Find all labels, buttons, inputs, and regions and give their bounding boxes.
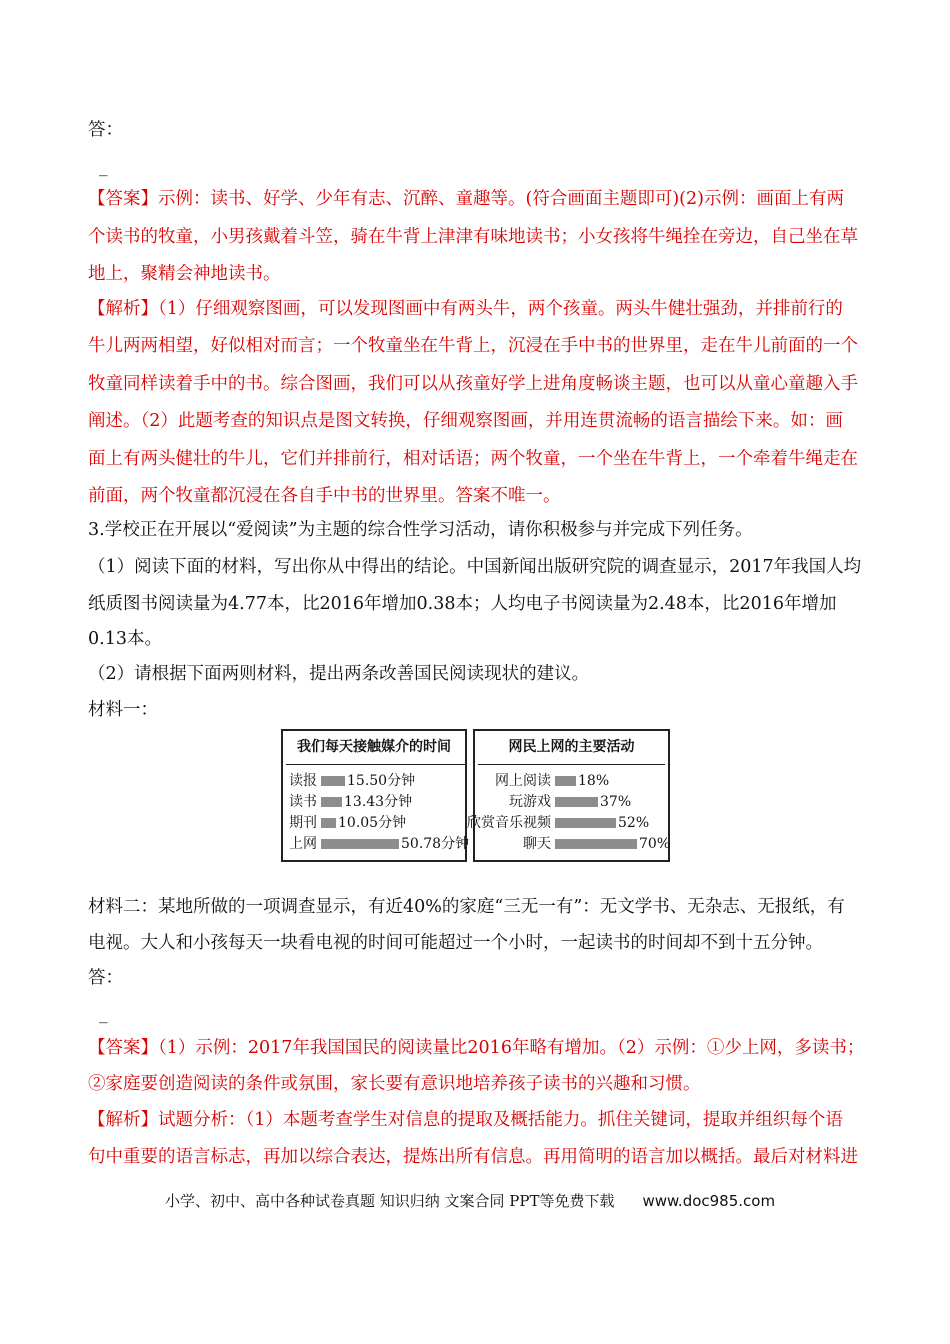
bar-label: 读书: [289, 794, 317, 810]
answer-prompt: 答：: [88, 968, 123, 988]
bar-label: 读报: [289, 773, 317, 789]
material2-line: 电视。大人和小孩每天一块看电视的时间可能超过一个小时，一起读书的时间却不到十五分钟。: [88, 933, 823, 953]
bar-value-label: 70%: [639, 836, 671, 852]
material1-figure: [281, 729, 670, 862]
answer-line: 【答案】（1）示例：2017年我国国民的阅读量比2016年略有增加。（2）示例：①少上网，多读书；: [88, 1038, 865, 1058]
bar-value-label: 10.05分钟: [338, 815, 407, 831]
bar-value-label: 13.43分钟: [344, 794, 413, 810]
answer-line: 【答案】示例：读书、好学、少年有志、沉醉、童趣等。(符合画面主题即可)(2)示例：画面上有两: [88, 189, 844, 209]
answer-tag: 【答案】: [88, 189, 158, 209]
bar-value-label: 50.78分钟: [401, 836, 470, 852]
bar-value-label: 52%: [618, 815, 650, 831]
answer-line: 个读书的牧童，小男孩戴着斗笠，骑在牛背上津津有味地读书；小女孩将牛绳拴在旁边，自己坐在草: [88, 227, 858, 247]
online-activity-chart: [467, 729, 671, 862]
bar-label: 聊天: [523, 836, 551, 852]
answer-line: ②家庭要创造阅读的条件或氛围，家长要有意识地培养孩子读书的兴趣和习惯。: [88, 1074, 701, 1094]
question-stem: 3.学校正在开展以“爱阅读”为主题的综合性学习活动，请你积极参与并完成下列任务。: [88, 520, 753, 540]
bar-row: [283, 834, 470, 854]
bar-row: [283, 771, 465, 791]
bar-row: [283, 813, 465, 833]
analysis-tag: 【解析】: [88, 1110, 158, 1130]
question-part2: （2）请根据下面两则材料，提出两条改善国民阅读现状的建议。: [88, 664, 590, 684]
analysis-line: 【解析】试题分析：（1）本题考查学生对信息的提取及概括能力。抓住关键词，提取并组织每个语: [88, 1110, 843, 1130]
question-part1: （1）阅读下面的材料，写出你从中得出的结论。中国新闻出版研究院的调查显示，2017年我国人均: [88, 557, 862, 577]
bar-value-label: 37%: [600, 794, 632, 810]
analysis-line: 牧童同样读着手中的书。综合图画，我们可以从孩童好学上进角度畅谈主题，也可以从童心童趣入手: [88, 374, 858, 394]
bar-label: 欣赏音乐视频: [467, 815, 551, 831]
material2-line: 材料二：某地所做的一项调查显示，有近40%的家庭“三无一有”：无文学书、无杂志、无报纸，有: [88, 897, 845, 917]
bar: [555, 797, 598, 807]
footer-text: 小学、初中、高中各种试卷真题 知识归纳 文案合同 PPT等免费下载: [165, 1192, 615, 1210]
analysis-line: 牛儿两两相望，好似相对而言；一个牧童坐在牛背上，沉浸在手中书的世界里，走在牛儿前面的一个: [88, 336, 858, 356]
bar-label: 玩游戏: [509, 794, 551, 810]
answer-blank: _: [99, 1004, 108, 1024]
bar: [321, 797, 342, 807]
answer-line: 地上，聚精会神地读书。: [88, 264, 281, 284]
bar: [321, 818, 336, 828]
bar-row: [475, 771, 668, 791]
bar: [555, 776, 576, 786]
question-part1: 纸质图书阅读量为4.77本，比2016年增加0.38本；人均电子书阅读量为2.48本，比2016年增加: [88, 594, 837, 614]
analysis-line: 前面，两个牧童都沉浸在各自手中书的世界里。答案不唯一。: [88, 486, 561, 506]
chart-title: 我们每天接触媒介的时间: [297, 739, 451, 755]
analysis-line: 【解析】（1）仔细观察图画，可以发现图画中有两头牛，两个孩童。两头牛健壮强劲，并排前行的: [88, 299, 843, 319]
bar: [555, 839, 637, 849]
footer-url[interactable]: www.doc985.com: [642, 1192, 776, 1210]
bar-value-label: 15.50分钟: [347, 773, 416, 789]
answer-tag: 【答案】: [88, 1038, 158, 1058]
bar-row: [467, 813, 668, 833]
analysis-line: 面上有两头健壮的牛儿，它们并排前行，相对话语；两个牧童，一个坐在牛背上，一个牵着牛绳走在: [88, 449, 858, 469]
analysis-tag: 【解析】: [88, 299, 158, 319]
material1-label: 材料一：: [88, 700, 158, 720]
bar-row: [475, 792, 668, 812]
bar-row: [475, 834, 671, 854]
answer-blank: _: [99, 157, 108, 177]
bar-row: [283, 792, 465, 812]
bar-value-label: 18%: [578, 773, 610, 789]
analysis-line: 句中重要的语言标志，再加以综合表达，提炼出所有信息。再用简明的语言加以概括。最后对材料进: [88, 1147, 858, 1167]
question-part1: 0.13本。: [88, 629, 162, 649]
media-time-chart: [281, 729, 470, 862]
bar-label: 期刊: [289, 815, 317, 831]
analysis-line: 阐述。（2）此题考查的知识点是图文转换，仔细观察图画，并用连贯流畅的语言描绘下来。如：画: [88, 411, 843, 431]
bar-label: 上网: [289, 836, 317, 852]
bar-label: 网上阅读: [495, 773, 551, 789]
chart-title: 网民上网的主要活动: [508, 739, 635, 755]
bar: [555, 818, 616, 828]
bar: [321, 839, 399, 849]
page-footer: [165, 1191, 775, 1211]
bar: [321, 776, 345, 786]
answer-prompt: 答：: [88, 120, 123, 140]
